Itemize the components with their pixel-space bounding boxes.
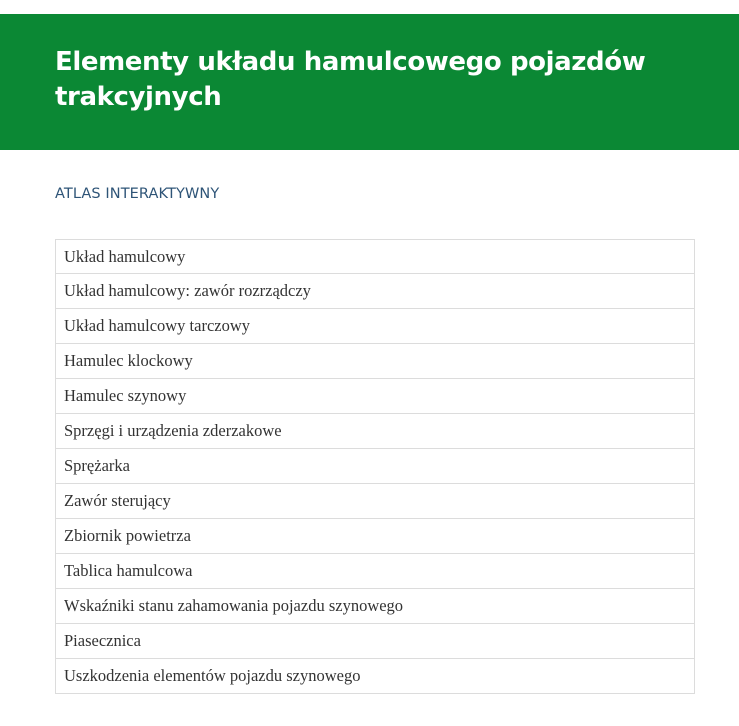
atlas-item-piasecznica[interactable]: Piasecznica [55,624,695,659]
page-header [0,14,739,150]
atlas-item-sprzegi-zderzakowe[interactable]: Sprzęgi i urządzenia zderzakowe [55,414,695,449]
atlas-item-zbiornik-powietrza[interactable]: Zbiornik powietrza [55,519,695,554]
atlas-item-zawor-rozrzadczy[interactable]: Układ hamulcowy: zawór rozrządczy [55,274,695,309]
atlas-item-hamulec-szynowy[interactable]: Hamulec szynowy [55,379,695,414]
atlas-list [55,239,695,694]
atlas-item-hamulec-klockowy[interactable]: Hamulec klockowy [55,344,695,379]
atlas-item-zawor-sterujacy[interactable]: Zawór sterujący [55,484,695,519]
section-label: ATLAS INTERAKTYWNY [55,186,220,202]
atlas-item-wskazniki-zahamowania[interactable]: Wskaźniki stanu zahamowania pojazdu szynowego [55,589,695,624]
atlas-item-tablica-hamulcowa[interactable]: Tablica hamulcowa [55,554,695,589]
atlas-item-uszkodzenia-elementow[interactable]: Uszkodzenia elementów pojazdu szynowego [55,659,695,694]
atlas-item-sprezarka[interactable]: Sprężarka [55,449,695,484]
atlas-item-uklad-hamulcowy-tarczowy[interactable]: Układ hamulcowy tarczowy [55,309,695,344]
page-title: Elementy układu hamulcowego pojazdów trakcyjnych [55,47,646,112]
atlas-item-uklad-hamulcowy[interactable]: Układ hamulcowy [55,239,695,274]
